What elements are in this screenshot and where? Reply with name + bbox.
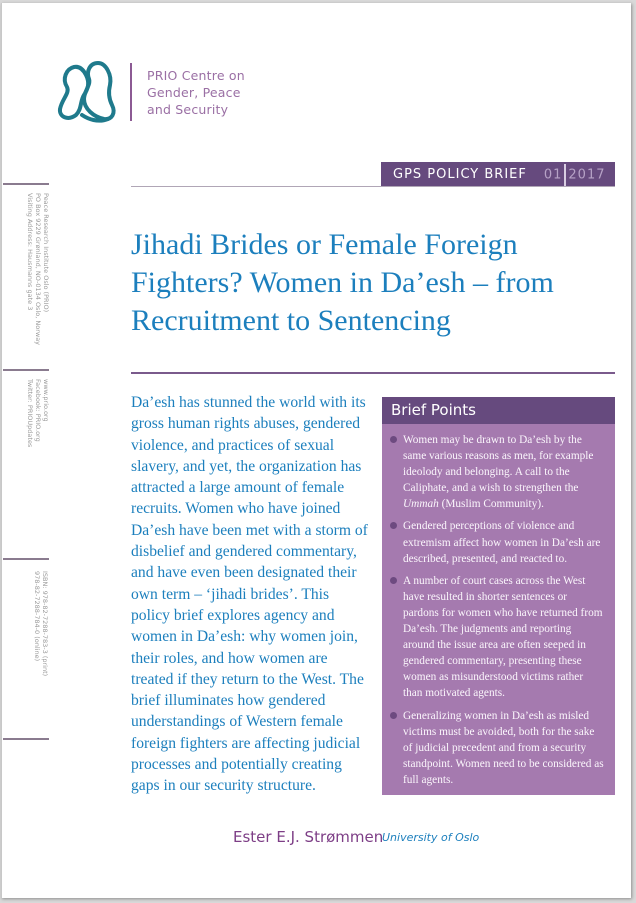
brief-point [390,573,605,702]
policy-brief-page [1,3,631,898]
address-block [26,193,50,363]
author-name: Ester E.J. Strømmen [233,828,384,846]
brief-point [390,708,605,788]
brief-point [390,432,605,512]
brief-point-text: Women may be drawn to Da’esh by the same various reasons as men, for example ideolody and belonging. A call to the Caliphate, and a wish to strengthen the [403,434,594,495]
issue-year: 2017 [568,167,606,182]
address-line: Visiting Address: Hausmanns gate 3 [26,193,34,311]
margin-rule [3,738,49,740]
brief-points-list [382,424,615,788]
title-rule [131,372,615,374]
document-title: Jihadi Brides or Female Foreign Fighters? Women in Da’esh – from Recruitment to Sentencing [131,228,554,338]
website-link[interactable]: www.prio.org [42,379,50,422]
brief-point-text: (Muslim Community). [438,498,544,511]
org-name-line: PRIO Centre on [147,68,245,83]
brief-point [390,518,605,566]
isbn-block [33,571,49,701]
bullet-icon [390,712,397,719]
bullet-icon [390,522,397,529]
banner-rule [131,186,615,187]
abstract-text: Da’esh has stunned the world with its gross human rights abuses, gendered violence, and practices of sexual slavery, and yet, the organization has attracted a large amount of female recruits. Women who have joined Da’esh have been met with a storm of disbelief and gendered commentary, and have even been designated their own term – ‘jihadi brides’. This policy brief explores agency and women in Da’esh: why women join, their roles, and how women are treated if they return to the West. The brief illuminates how gendered understandings of Western female foreign fighters are affecting judicial processes and potentially creating gaps in our security structure. [131,394,368,795]
brief-point-emphasis: Ummah [403,498,439,511]
issue-number [544,164,606,186]
address-line: PO Box 9229 Grønland, NO-0134 Oslo, Norway [34,193,42,346]
brief-point-text: Gendered perceptions of violence and extremism affect how women in Da’esh are described, presented, and reacted to. [403,520,601,565]
bullet-icon [390,436,397,443]
isbn-online: 978-82-7288-784-0 (online) [33,571,41,662]
series-label: GPS POLICY BRIEF [393,167,527,182]
isbn-print: ISBN: 978-82-7288-783-3 (print) [41,571,49,677]
brief-point-text: Generalizing women in Da’esh as misled victims must be avoided, both for the sake of judicial precedent and from a security standpoint. Women need to be considered as full agents. [403,709,604,786]
series-banner [381,162,615,187]
brief-point-text: A number of court cases across the West have resulted in shorter sentences or pardons for women who have returned from Da’esh. The judgments and reporting around the issue area are often seeped in gendered commentary, presenting these women as misunderstood victims rather than motivated agents. [403,574,603,700]
brief-points-box [382,397,615,795]
author-affiliation: University of Oslo [382,831,480,844]
bullet-icon [390,577,397,584]
org-name-line: and Security [147,102,229,117]
address-line: Peace Research Institute Oslo (PRIO) [42,193,50,313]
org-name-line: Gender, Peace [147,85,241,100]
issue-no: 01 [543,167,563,182]
prio-figures-logo-icon [54,57,120,127]
brief-points-heading: Brief Points [382,397,615,424]
logo-divider [130,63,132,121]
margin-rule [3,558,49,560]
web-links-block [26,379,50,469]
margin-rule [3,183,49,185]
org-name [147,67,245,118]
facebook-link[interactable]: Facebook: PRIO.org [34,379,42,442]
margin-rule [3,369,49,371]
twitter-link[interactable]: Twitter: PRIOUpdates [26,379,34,448]
issue-separator [564,164,566,186]
